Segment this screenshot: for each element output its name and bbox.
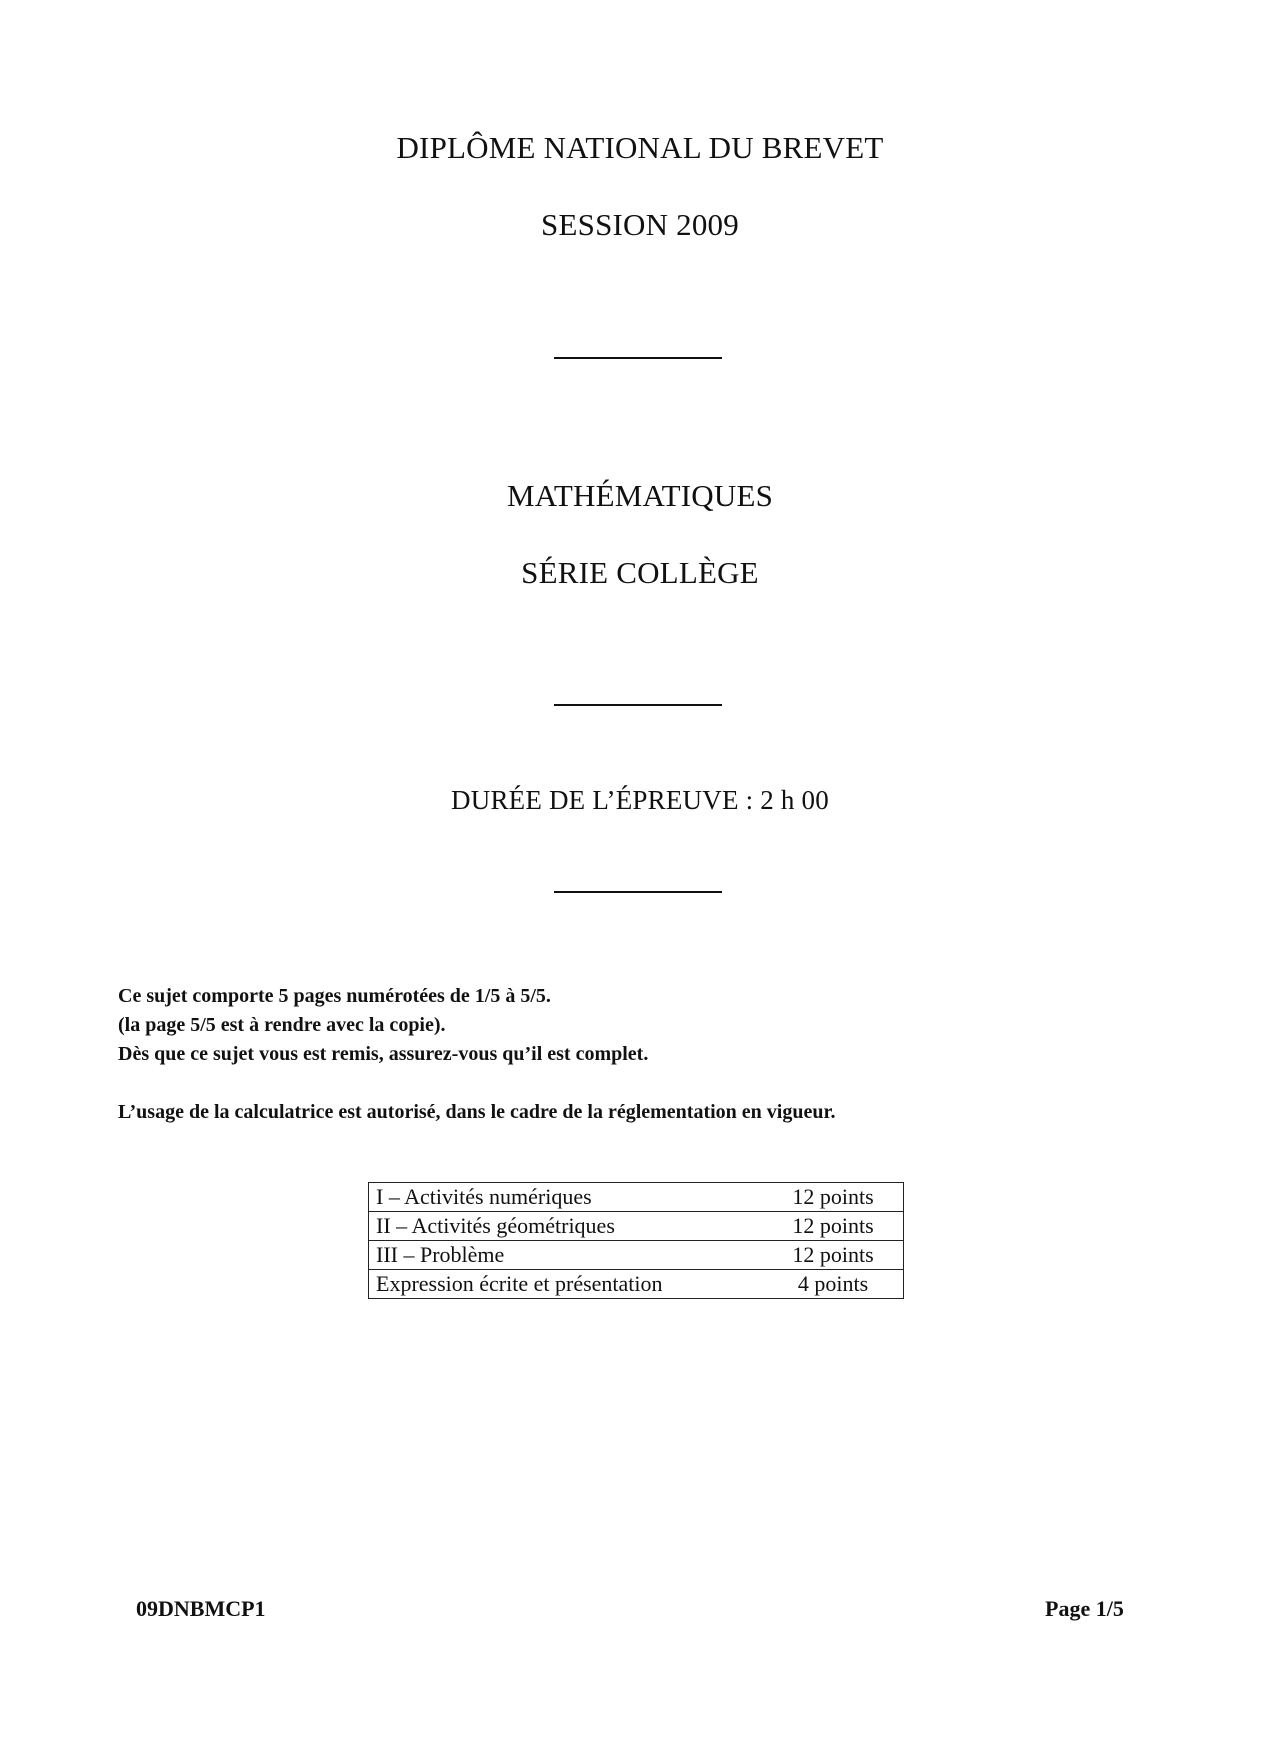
session-label: SESSION 2009 [541,207,739,242]
instruction-check-complete: Dès que ce sujet vous est remis, assurez-vous qu’il est complet. [118,1043,649,1065]
section-name: Expression écrite et présentation [369,1270,763,1299]
table-row [369,1212,904,1241]
table-row [369,1183,904,1212]
separator-rule [554,891,722,893]
instruction-calculator: L’usage de la calculatrice est autorisé, dans le cadre de la réglementation en vigueur. [118,1101,836,1123]
exam-duration: DURÉE DE L’ÉPREUVE : 2 h 00 [451,785,829,815]
section-points: 12 points [762,1212,904,1241]
section-points: 4 points [762,1270,904,1299]
section-points: 12 points [762,1241,904,1270]
table-row [369,1270,904,1299]
section-points: 12 points [762,1183,904,1212]
subject-series: SÉRIE COLLÈGE [521,555,759,590]
instruction-return-page: (la page 5/5 est à rendre avec la copie). [118,1014,446,1036]
score-table [368,1182,904,1299]
exam-title: DIPLÔME NATIONAL DU BREVET [396,130,884,165]
section-name: II – Activités géométriques [369,1212,763,1241]
instructions-block [118,982,1118,1127]
instruction-pages: Ce sujet comporte 5 pages numérotées de 1/5 à 5/5. [118,985,551,1007]
page-number: Page 1/5 [1045,1596,1124,1621]
table-row [369,1241,904,1270]
section-name: I – Activités numériques [369,1183,763,1212]
section-name: III – Problème [369,1241,763,1270]
separator-rule [554,704,722,706]
document-code: 09DNBMCP1 [136,1596,266,1621]
separator-rule [554,357,722,359]
subject-name: MATHÉMATIQUES [506,478,774,513]
